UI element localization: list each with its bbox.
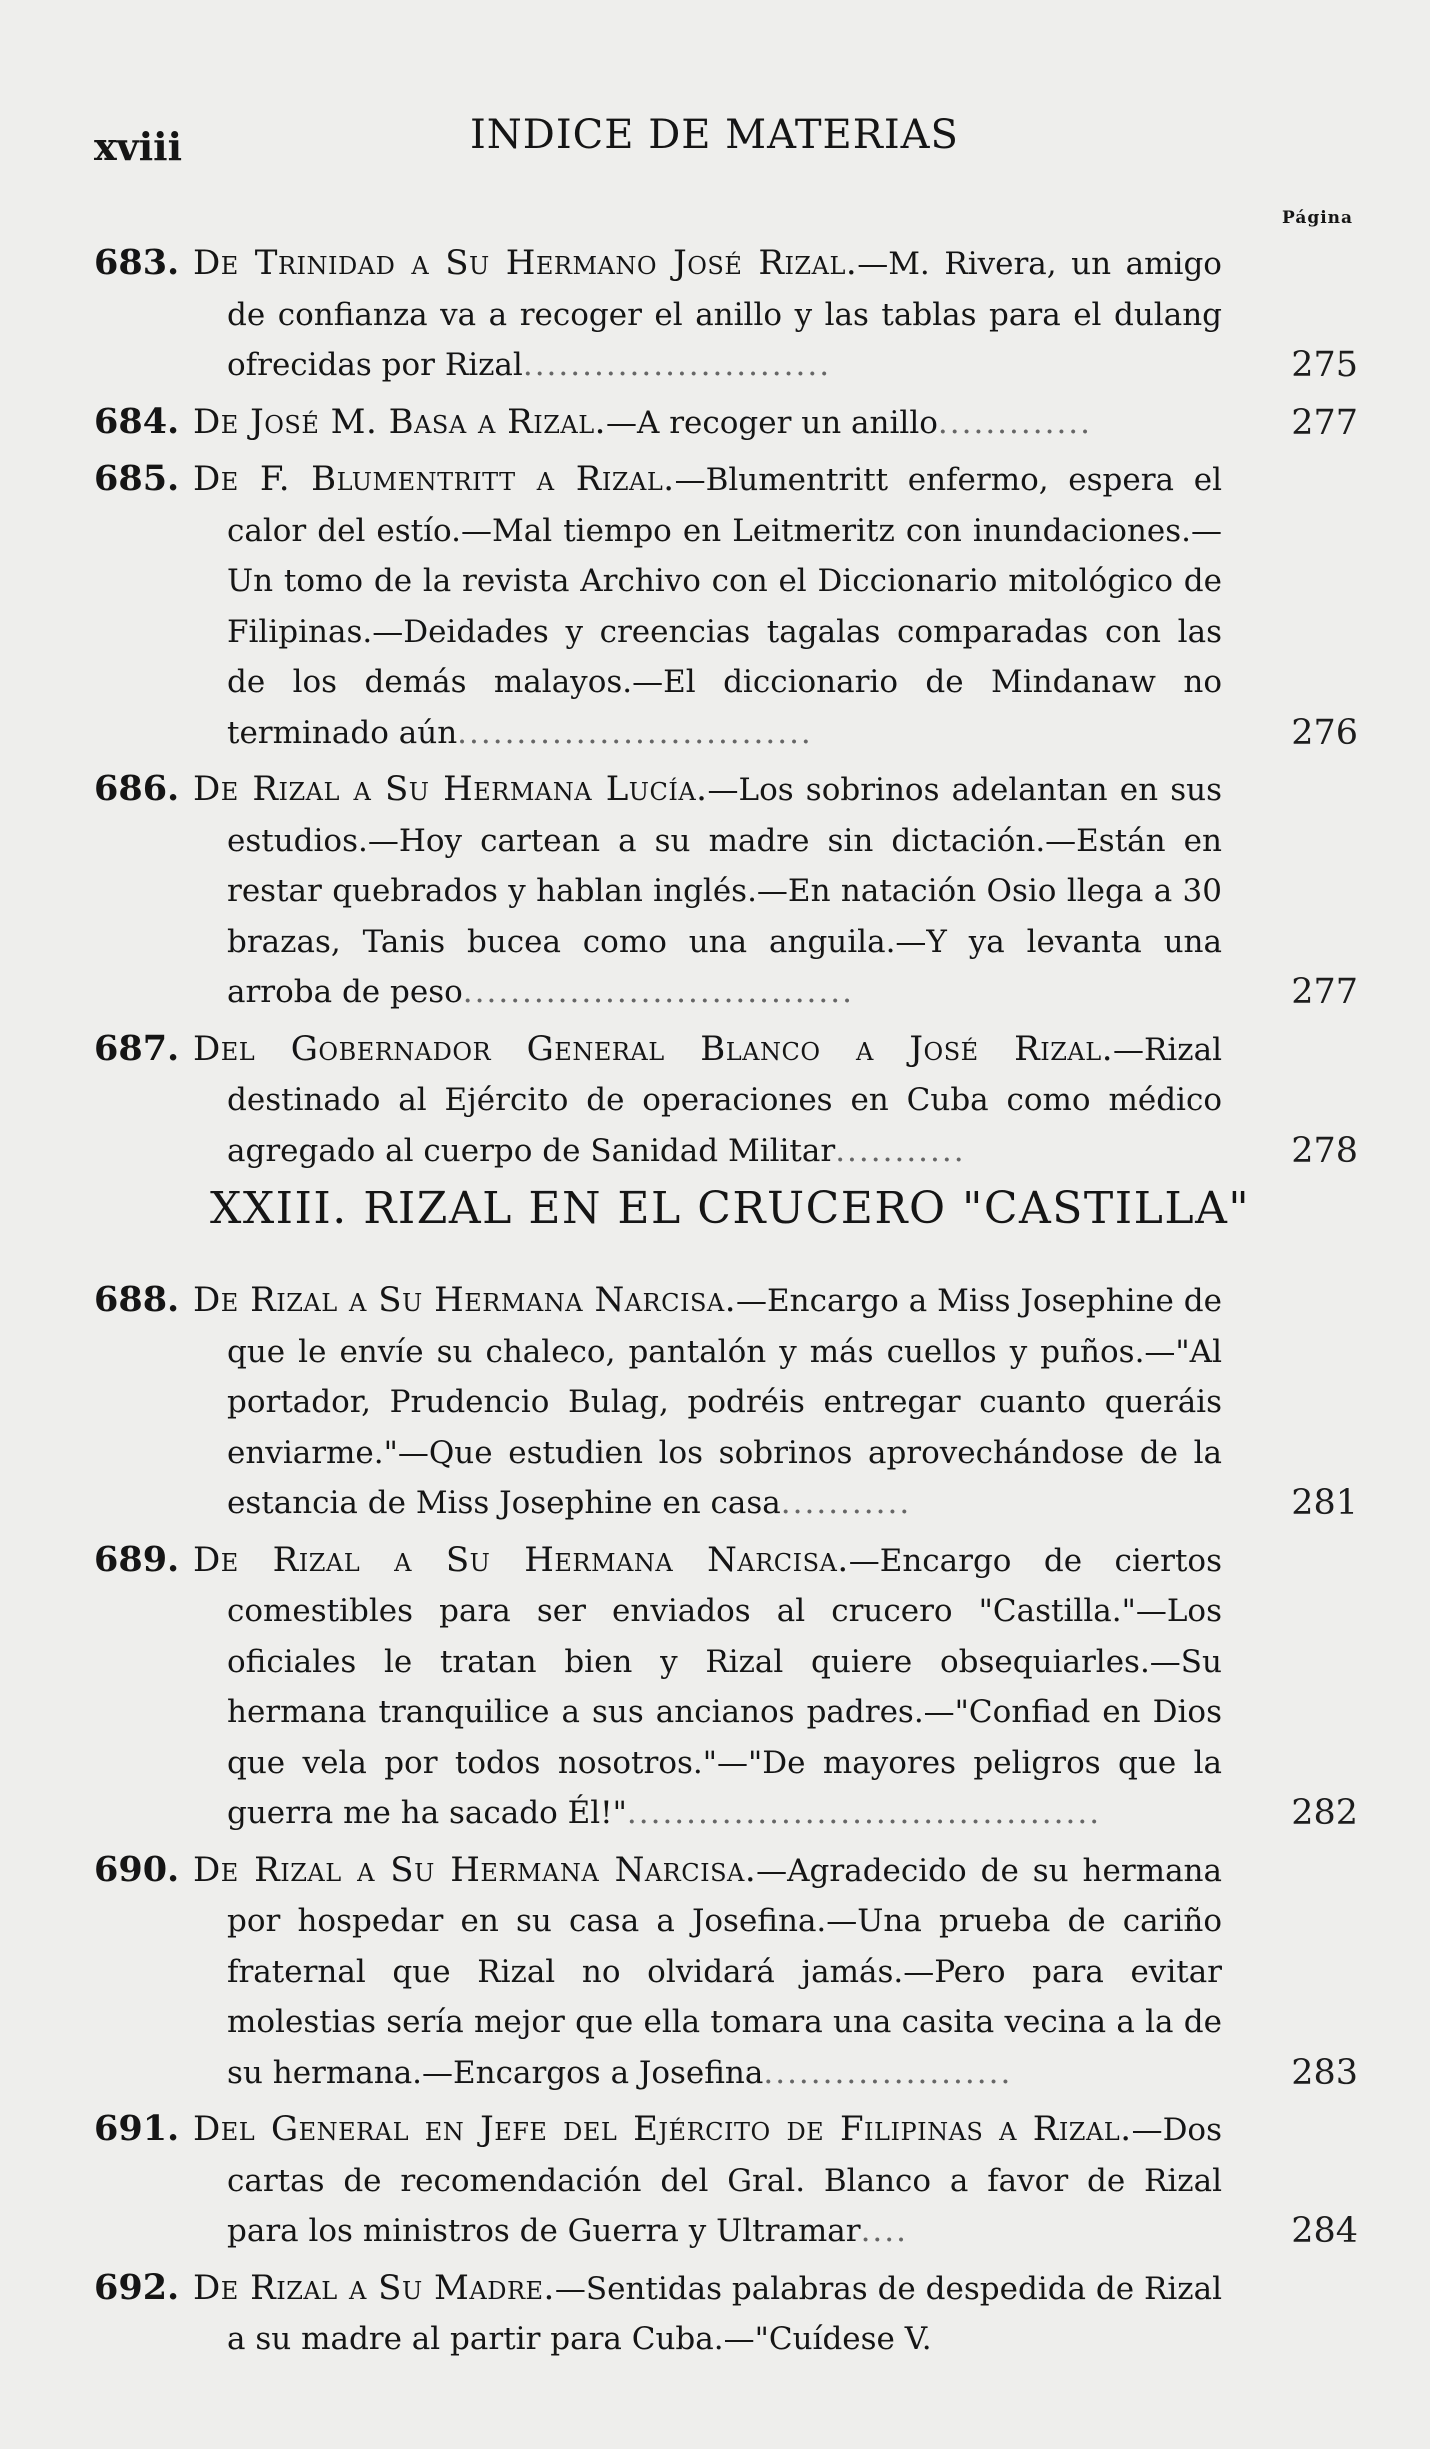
entry-text: —Dos cartas de recomendación del Gral. Blanco a favor de Rizal para los ministros de Guerra y Ultramar bbox=[227, 2112, 1222, 2249]
index-entry: 684. De José M. Basa a Rizal.—A recoger un anillo............. 277 bbox=[0, 397, 1430, 449]
index-entry: 686. De Rizal a Su Hermana Lucía.—Los sobrinos adelantan en sus estudios.—Hoy cartean a su madre sin dictación.—Están en restar quebrados y hablan inglés.—En natación Osio llega a 30 brazas, Tanis bucea como una anguila.—Y ya levanta una arroba de peso................................. 277 bbox=[0, 764, 1430, 1018]
entry-text: —Encargo de ciertos comestibles para ser enviados al crucero "Castilla."—Los oficiales le tratan bien y Rizal quiere obsequiarles.—Su hermana tranquilice a sus ancianos padres.—"Confiad en Dios que vela por todos nosotros."—"De mayores peligros que la guerra me ha sacado Él!" bbox=[227, 1542, 1222, 1831]
entry-number: 689. bbox=[94, 1538, 180, 1580]
entry-heading: De José M. Basa a Rizal. bbox=[193, 401, 606, 442]
running-title: INDICE DE MATERIAS bbox=[470, 112, 959, 158]
index-entry: 690. De Rizal a Su Hermana Narcisa.—Agradecido de su hermana por hospedar en su casa a Josefina.—Una prueba de cariño fraternal que Rizal no olvidará jamás.—Pero para evitar molestias sería mejor que ella tomara una casita vecina a la de su hermana.—Encargos a Josefina..................... 283 bbox=[0, 1845, 1430, 2099]
entry-number: 686. bbox=[94, 768, 180, 809]
entry-heading: De Rizal a Su Hermana Narcisa. bbox=[193, 1849, 757, 1890]
entry-page: 284 bbox=[1291, 2211, 1358, 2251]
entry-text: —Blumentritt enfermo, espera el calor del estío.—Mal tiempo en Leitmeritz con inundaciones.—Un tomo de la revista Archivo con el Diccionario mitológico de Filipinas.—Deidades y creencias tagalas comparadas con las de los demás malayos.—El diccionario de Mindanaw no terminado aún bbox=[227, 462, 1222, 751]
entry-heading: Del General en Jefe del Ejército de Filipinas a Rizal. bbox=[193, 2109, 1132, 2149]
entry-number: 683. bbox=[94, 242, 180, 283]
entry-text: —A recoger un anillo bbox=[605, 404, 938, 441]
page-folio: xviii bbox=[94, 124, 183, 169]
entry-heading: De Rizal a Su Hermana Narcisa. bbox=[193, 1280, 737, 1320]
entry-text: —M. Rivera, un amigo de confianza va a recoger el anillo y las tablas para el dulang ofrecidas por Rizal bbox=[227, 246, 1222, 383]
entry-number: 684. bbox=[94, 400, 180, 442]
entry-page: 278 bbox=[1291, 1130, 1358, 1171]
entry-page: 281 bbox=[1291, 1483, 1358, 1523]
entry-text: —Rizal destinado al Ejército de operaciones en Cuba como médico agregado al cuerpo de Sanidad Militar bbox=[227, 1031, 1222, 1169]
entry-page: 276 bbox=[1291, 712, 1358, 753]
index-entry: 688. De Rizal a Su Hermana Narcisa.—Encargo a Miss Josephine de que le envíe su chaleco, pantalón y más cuellos y puños.—"Al portador, Prudencio Bulag, podréis entregar cuanto queráis enviarme."—Que estudien los sobrinos aprovechándose de la estancia de Miss Josephine en casa........... 281 bbox=[0, 1275, 1430, 1529]
entry-text: —Agradecido de su hermana por hospedar en su casa a Josefina.—Una prueba de cariño fraternal que Rizal no olvidará jamás.—Pero para evitar molestias sería mejor que ella tomara una casita vecina a la de su hermana.—Encargos a Josefina bbox=[227, 1852, 1223, 2091]
entry-page: 277 bbox=[1291, 402, 1358, 443]
index-entry bbox=[0, 2263, 1430, 2365]
entry-number: 692. bbox=[94, 2266, 180, 2308]
index-entry: 689. De Rizal a Su Hermana Narcisa.—Encargo de ciertos comestibles para ser enviados al crucero "Castilla."—Los oficiales le tratan bien y Rizal quiere obsequiarles.—Su hermana tranquilice a sus ancianos padres.—"Confiad en Dios que vela por todos nosotros."—"De mayores peligros que la guerra me ha sacado Él!"........................................ 282 bbox=[0, 1535, 1430, 1839]
entry-heading: De F. Blumentritt a Rizal. bbox=[193, 459, 675, 499]
entry-text: —Encargo a Miss Josephine de que le envíe su chaleco, pantalón y más cuellos y puños.—"Al portador, Prudencio Bulag, podréis entregar cuanto queráis enviarme."—Que estudien los sobrinos aprovechándose de la estancia de Miss Josephine en casa bbox=[227, 1283, 1222, 1521]
index-entry: 691. Del General en Jefe del Ejército de Filipinas a Rizal.—Dos cartas de recomendación del Gral. Blanco a favor de Rizal para los ministros de Guerra y Ultramar.... 284 bbox=[0, 2104, 1430, 2257]
index-entry: 687. Del Gobernador General Blanco a José Rizal.—Rizal destinado al Ejército de operaciones en Cuba como médico agregado al cuerpo de Sanidad Militar........... 278 bbox=[0, 1024, 1430, 1177]
entry-number: 685. bbox=[94, 458, 180, 499]
entry-heading: De Rizal a Su Madre. bbox=[193, 2267, 555, 2308]
entry-heading: Del Gobernador General Blanco a José Rizal. bbox=[193, 1028, 1114, 1069]
entry-text: —Sentidas palabras de despedida de Rizal a su madre al partir para Cuba.—"Cuídese V. bbox=[227, 2270, 1222, 2357]
page-column-label: Página bbox=[1282, 208, 1354, 228]
entry-heading: De Rizal a Su Hermana Lucía. bbox=[193, 769, 708, 809]
entry-page: 282 bbox=[1291, 1793, 1358, 1833]
entries-part-1 bbox=[0, 238, 1430, 1182]
entry-number: 687. bbox=[94, 1027, 180, 1069]
entry-number: 690. bbox=[94, 1848, 180, 1890]
entry-number: 688. bbox=[94, 1279, 180, 1320]
entry-page: 277 bbox=[1291, 972, 1358, 1012]
section-heading: XXIII. RIZAL EN EL CRUCERO "CASTILLA" bbox=[210, 1183, 1251, 1234]
entries-part-2 bbox=[0, 1275, 1430, 2371]
entry-page: 275 bbox=[1291, 345, 1358, 385]
index-entry: 683. De Trinidad a Su Hermano José Rizal.—M. Rivera, un amigo de confianza va a recoger el anillo y las tablas para el dulang ofrecidas por Rizal.......................... 275 bbox=[0, 238, 1430, 391]
entry-number: 691. bbox=[94, 2108, 180, 2149]
entry-heading: De Trinidad a Su Hermano José Rizal. bbox=[193, 243, 858, 283]
index-entry: 685. De F. Blumentritt a Rizal.—Blumentritt enfermo, espera el calor del estío.—Mal tiempo en Leitmeritz con inundaciones.—Un tomo de la revista Archivo con el Diccionario mitológico de Filipinas.—Deidades y creencias tagalas comparadas con las de los demás malayos.—El diccionario de Mindanaw no terminado aún.............................. 276 bbox=[0, 454, 1430, 758]
entry-page: 283 bbox=[1291, 2052, 1358, 2093]
entry-heading: De Rizal a Su Hermana Narcisa. bbox=[193, 1539, 849, 1580]
entry-text: —Los sobrinos adelantan en sus estudios.—Hoy cartean a su madre sin dictación.—Están en restar quebrados y hablan inglés.—En natación Osio llega a 30 brazas, Tanis bucea como una anguila.—Y ya levanta una arroba de peso bbox=[227, 772, 1222, 1010]
